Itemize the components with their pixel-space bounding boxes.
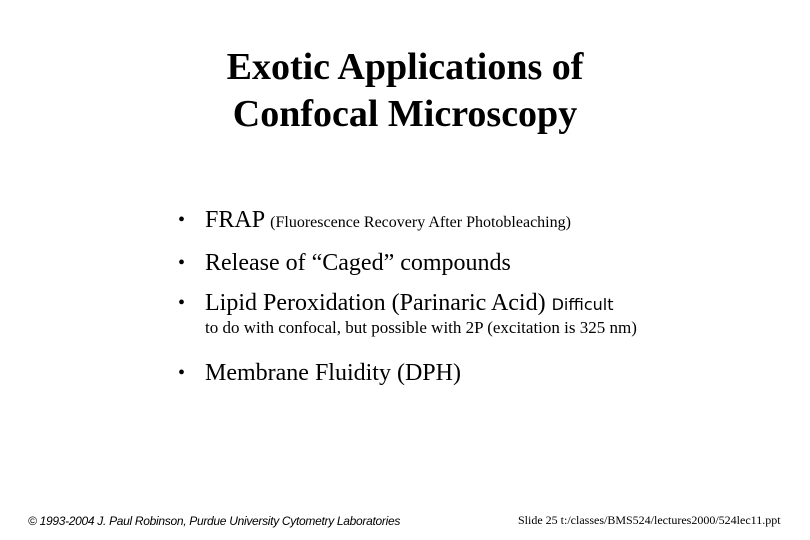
- bullet-note-first: Difficult: [551, 295, 614, 314]
- bullet-icon: •: [178, 209, 186, 231]
- bullet-text: FRAP: [205, 207, 271, 233]
- bullet-item-frap: [178, 200, 778, 243]
- slide-title: [0, 44, 810, 138]
- bullet-text: Release of “Caged” compounds: [205, 250, 511, 276]
- bullet-icon: •: [178, 292, 186, 314]
- title-line-1: Exotic Applications of: [226, 46, 584, 88]
- bullet-subtext: (Fluorescence Recovery After Photobleaching): [270, 214, 571, 231]
- bullet-item-lipid: [178, 283, 778, 339]
- bullet-note: to do with confocal, but possible with 2P (excitation is 325 nm): [205, 318, 637, 337]
- bullet-item-membrane: [178, 353, 778, 393]
- bullet-item-caged: [178, 243, 778, 283]
- bullet-icon: •: [178, 362, 186, 384]
- bullet-icon: •: [178, 252, 186, 274]
- bullet-list: [178, 200, 778, 393]
- footer-slide-info: Slide 25 t:/classes/BMS524/lectures2000/524lec11.ppt: [518, 513, 781, 527]
- title-line-2: Confocal Microscopy: [232, 93, 578, 135]
- bullet-text: Membrane Fluidity (DPH): [205, 360, 461, 386]
- bullet-text: Lipid Peroxidation (Parinaric Acid): [205, 290, 552, 316]
- footer-copyright: © 1993-2004 J. Paul Robinson, Purdue University Cytometry Laboratories: [28, 514, 401, 528]
